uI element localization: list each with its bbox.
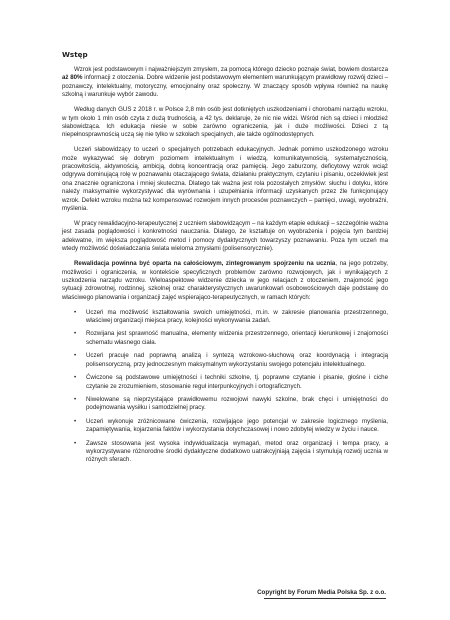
section-heading: Wstęp [62, 50, 88, 59]
paragraph-1-pre: Wzrok jest podstawowym i najważniejszym zmysłem, za pomocą którego dziecko poznaje świat, bowiem dostarcza [74, 66, 388, 73]
list-item [62, 396, 388, 413]
list-item [62, 352, 388, 369]
list-item-text: Niwelowane są nieprzystające prawidłowemu rozwojowi nawyki szkolne, brak chęci i umiejętności do podejmowania wysiłku i samodzielnej pracy. [86, 395, 388, 412]
paragraph-3: Uczeń słabowidzący to uczeń o specjalnych potrzebach edukacyjnych. Jednak pomimo uszkodzonego wzroku może wykazywać się dobrym poziomem intelektualnym i wiedzą, komunikatywnością, systematycznością, pracowitością, aktywnością, ambicją, dobrą koncentracją oraz pamięcią. Jego zaburzony, deficytowy wzrok wciąż odgrywa dominującą rolę w poznawaniu otaczającego świata, działaniu praktycznym, czytaniu i pisaniu, oczekiwiek jest ona znacznie ograniczona i mniej skuteczna. Dlatego tak ważna jest rola pozostałych zmysłów: słuchu i dotyku, które należy maksymalnie wykorzystywać dla wyrównania i uzupełniania informacji uzyskanych przez źle funkcjonujący wzrok. Defekt wzroku można też kompensować rozwojem innych procesów poznawczych – pamięci, uwagi, wyobraźni, myślenia. [62, 146, 388, 213]
list-item [62, 309, 388, 326]
bullet-icon: • [74, 439, 77, 447]
bullet-icon: • [74, 374, 77, 382]
bullet-icon: • [74, 330, 77, 338]
bullet-icon: • [74, 417, 77, 425]
paragraph-4: W pracy rewalidacyjno-terapeutycznej z uczniem słabowidzącym – na każdym etapie edukacji – szczególnie ważna jest zasada poglądowości i konkretności nauczania. Dlatego, że kształtuje on wyobrażenia i pojęcia tym bardziej adekwatne, im większa poglądowość metod i pomocy dydaktycznych towarzyszy poznawaniu. Poza tym uczeń ma wtedy możliwość doświadczania świata wieloma zmysłami (polisensorycznie). [62, 220, 388, 253]
list-item [62, 418, 388, 435]
paragraph-1 [62, 66, 388, 100]
list-item [62, 374, 388, 391]
bullet-icon: • [74, 395, 77, 403]
list-item-text: Uczeń wykonuje zróżnicowane ćwiczenia, rozwijające jego potencjał w zakresie logicznego myślenia, zapamiętywania, kojarzenia faktów i wykorzystania dotychczasowej i nowo zdobytej wiedzy w życiu i nauce. [86, 417, 388, 434]
paragraph-5-bold: Rewalidacja powinna być oparta na całościowym, zintegrowanym spojrzeniu na ucznia [74, 260, 336, 268]
paragraph-5 [62, 260, 388, 302]
bullet-list [62, 309, 388, 465]
list-item [62, 440, 388, 465]
list-item-text: Rozwijana jest sprawność manualna, elementy widzenia przestrzennego, orientacji kierunkowej i znajomości schematu własnego ciała. [86, 330, 388, 346]
list-item-text: Zawsze stosowana jest wysoka indywidualizacja wymagań, metod oraz organizacji i tempa pracy, a wykorzystywane różnorodne środki dydaktyczne dodatkowo uatrakcyjniają zajęcia i stymulują rozwój ucznia w różnych sferach. [86, 439, 388, 464]
bullet-icon: • [74, 352, 77, 360]
paragraph-5-post: , na jego potrzeby, możliwości i ograniczenia, w kontekście specyficznych problemów zarówno rozwojowych, jak i wynikających z uszkodzenia narządu wzroku. Wieloaspektowe widzenie dziecka w jego relacjach z otoczeniem, znajomość jego sytuacji zdrowotnej, rodzinnej, szkolnej oraz charakterystycznych uwarunkowań osobowościowych daje podstawę do właściwego planowania i organizacji zajęć wspierająco-terapeutycznych, w ramach których: [62, 260, 388, 301]
copyright-footer: Copyright by Forum Media Polska Sp. z o.o. [257, 589, 386, 596]
footer-divider [264, 598, 386, 599]
bullet-icon: • [74, 308, 77, 316]
paragraph-1-post: informacji z otoczenia. Dobre widzenie jest podstawowym elementem warunkującym prawidłowy rozwój dzieci – poznawczy, intelektualny, motoryczny, emocjonalny oraz społeczny. W znaczący sposób wpływa również na naukę szkolną i warunkuje wybór zawodu. [62, 74, 389, 99]
list-item-text: Ćwiczone są podstawowe umiejętności i techniki szkolne, tj. poprawne czytanie i pisanie, głośne i ciche czytanie ze zrozumieniem, stosowanie reguł interpunkcyjnych i ortograficznych. [86, 374, 388, 390]
list-item [62, 330, 388, 347]
paragraph-1-bold: aż 80% [62, 74, 83, 82]
list-item-text: Uczeń pracuje nad poprawną analizą i syntezą wzrokowo-słuchową oraz koordynacją i integracją polisensoryczną, przy jednoczesnym maksymalnym wykorzystaniu swojego potencjału intelektualnego. [86, 352, 388, 368]
paragraph-2: Według danych GUS z 2018 r. w Polsce 2,8 mln osób jest dotkniętych uszkodzeniami i chorobami narządu wzroku, w tym około 1 mln osób czyta z dużą trudnością, a 42 tys. deklaruje, że nic nie widzi. Wśród nich są dzieci i młodzież słabowidząca. Ich edukacja niesie w sobie zarówno ograniczenia, jak i duże możliwości. Dzieci z tą niepełnosprawnością uczą się nie tylko w szkołach specjalnych, ale także ogólnodostępnych. [62, 106, 388, 139]
list-item-text: Uczeń ma możliwość kształtowania swoich umiejętności, m.in. w zakresie planowania przestrzennego, właściwej organizacji miejsca pracy, kolejności wykonywania zadań. [86, 308, 388, 325]
